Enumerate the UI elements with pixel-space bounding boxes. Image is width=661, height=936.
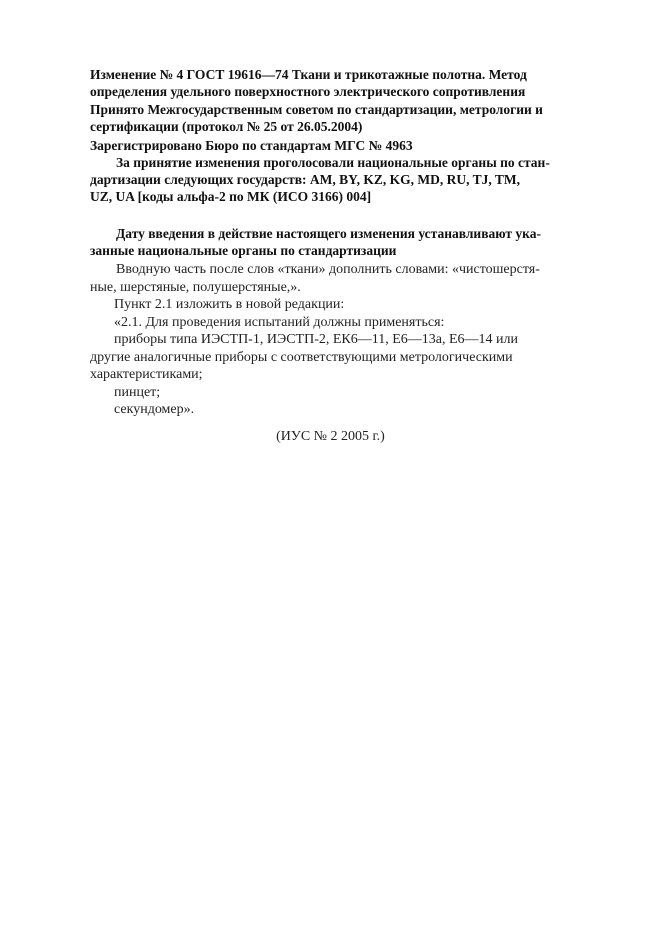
quote-line: «2.1. Для проведения испытаний должны применяться:	[114, 314, 445, 330]
devices-line-1: приборы типа ИЭСТП-1, ИЭСТП-2, ЕК6—11, Е6—13а, Е6—14 или	[114, 332, 519, 347]
intro-line-2: ные, шерстяные, полушерстяные,».	[90, 279, 301, 295]
adopted-statement	[90, 101, 578, 135]
devices-line-2: другие аналогичные приборы с соответствующими метрологическими	[90, 349, 513, 365]
effective-date-statement	[90, 225, 578, 259]
title-line-2: определения удельного поверхностного электрического сопротивления	[90, 84, 526, 99]
effective-line-2: занные национальные органы по стандартизации	[90, 243, 397, 258]
amendment-title	[90, 66, 578, 100]
tweezers-line: пинцет;	[114, 384, 161, 400]
registered-line: Зарегистрировано Бюро по стандартам МГС № 4963	[90, 138, 413, 153]
voted-line-2: дартизации следующих государств: AM, BY, KZ, KG, MD, RU, TJ, TM,	[90, 172, 521, 187]
effective-line-1: Дату введения в действие настоящего изменения устанавливают ука-	[116, 226, 541, 241]
adopted-line-2: сертификации (протокол № 25 от 26.05.2004)	[90, 119, 363, 134]
intro-line-1: Вводную часть после слов «ткани» дополнить словами: «чистошерстя-	[116, 262, 540, 277]
voted-line-1: За принятие изменения проголосовали национальные органы по стан-	[116, 155, 550, 170]
devices-line-3: характеристиками;	[90, 367, 203, 382]
stopwatch-line: секундомер».	[114, 402, 195, 417]
clause-line: Пункт 2.1 изложить в новой редакции:	[114, 297, 345, 312]
adopted-line-1: Принято Межгосударственным советом по стандартизации, метрологии и	[90, 102, 543, 117]
source-text: (ИУС № 2 2005 г.)	[276, 429, 385, 444]
registration-statement	[90, 137, 578, 154]
title-line-1: Изменение № 4 ГОСТ 19616—74 Ткани и трикотажные полотна. Метод	[90, 67, 527, 82]
voting-statement	[90, 154, 578, 205]
source-reference	[0, 428, 661, 446]
amendment-body	[90, 261, 578, 419]
voted-line-3: UZ, UA [коды альфа-2 по МК (ИСО 3166) 004]	[90, 189, 372, 204]
